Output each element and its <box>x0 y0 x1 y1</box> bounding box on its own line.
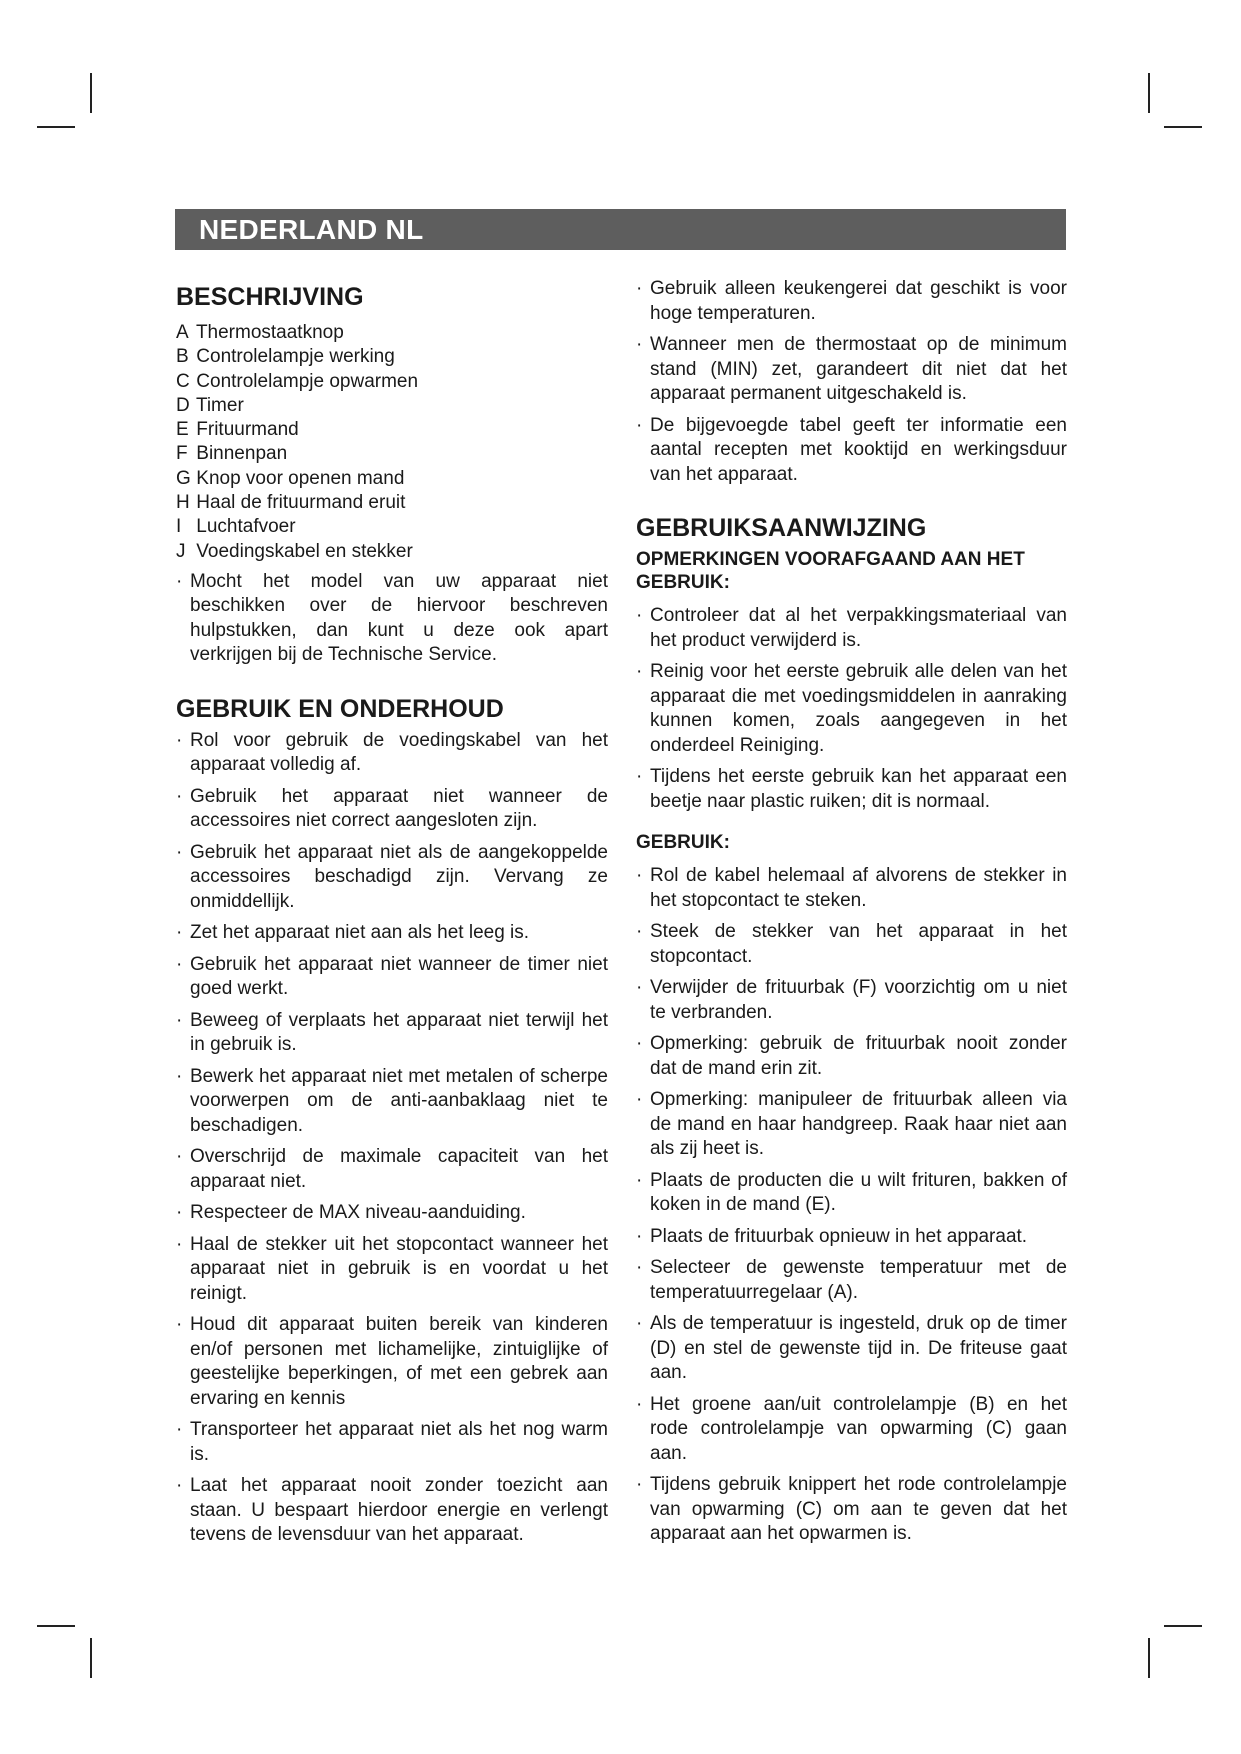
crop-mark-bottom-right-vertical <box>1148 1638 1150 1678</box>
list-item: · Opmerking: manipuleer de frituurbak alleen via de mand en haar handgreep. Raak haar niet aan als zij heet is. <box>636 1088 1067 1162</box>
language-banner <box>175 209 1066 250</box>
before-use-list <box>636 604 1067 814</box>
part-label: Timer <box>195 394 244 416</box>
list-item: · Gebruik alleen keukengerei dat geschikt is voor hoge temperaturen. <box>636 277 1067 326</box>
crop-mark-top-left-horizontal <box>37 126 75 128</box>
crop-mark-bottom-left-horizontal <box>37 1625 75 1627</box>
part-item <box>176 345 608 369</box>
crop-mark-bottom-right-horizontal <box>1164 1625 1202 1627</box>
part-label: Thermostaatknop <box>195 322 344 343</box>
list-item: · Beweeg of verplaats het apparaat niet terwijl het in gebruik is. <box>176 1009 608 1058</box>
list-item: · Steek de stekker van het apparaat in het stopcontact. <box>636 920 1067 969</box>
list-item: · Tijdens het eerste gebruik kan het apparaat een beetje naar plastic ruiken; dit is normaal. <box>636 765 1067 814</box>
list-item: · Respecteer de MAX niveau-aanduiding. <box>176 1201 608 1226</box>
list-item: · Verwijder de frituurbak (F) voorzichtig om u niet te verbranden. <box>636 976 1067 1025</box>
crop-mark-top-left-vertical <box>90 73 92 113</box>
part-item <box>176 540 608 564</box>
part-item <box>176 370 608 394</box>
part-item <box>176 515 608 539</box>
list-item: · Selecteer de gewenste temperatuur met de temperatuurregelaar (A). <box>636 1256 1067 1305</box>
part-label: Luchtafvoer <box>196 516 296 538</box>
part-item <box>176 467 608 491</box>
list-item: · De bijgevoegde tabel geeft ter informatie een aantal recepten met kooktijd en werkingsduur van het apparaat. <box>636 414 1067 488</box>
part-letter: B <box>176 346 189 368</box>
description-note: · Mocht het model van uw apparaat niet beschikken over de hiervoor beschreven hulpstukken, dan kunt u deze ook apart verkrijgen bij de Technische Service. <box>176 570 608 668</box>
list-item: · Plaats de frituurbak opnieuw in het apparaat. <box>636 1225 1067 1250</box>
use-list <box>636 864 1067 1547</box>
part-label: Controlelampje opwarmen <box>196 370 419 392</box>
list-item: · Bewerk het apparaat niet met metalen of scherpe voorwerpen om de anti-aanbaklaag niet te beschadigen. <box>176 1065 608 1139</box>
part-letter: G <box>176 467 191 489</box>
part-letter: H <box>176 492 190 514</box>
crop-mark-bottom-left-vertical <box>90 1638 92 1678</box>
banner-title: NEDERLAND NL <box>199 214 424 245</box>
crop-mark-top-right-vertical <box>1148 73 1150 113</box>
left-column <box>176 277 608 1555</box>
part-letter: J <box>176 540 186 562</box>
part-letter: C <box>176 370 190 392</box>
part-label: Frituurmand <box>196 419 299 441</box>
part-letter: E <box>176 419 189 441</box>
part-label: Binnenpan <box>196 443 288 465</box>
part-label: Haal de frituurmand eruit <box>196 492 406 514</box>
part-item <box>176 418 608 442</box>
use-maintenance-list <box>176 729 608 1548</box>
part-label: Knop voor openen mand <box>196 467 405 489</box>
description-note-list <box>176 570 608 668</box>
list-item: · Houd dit apparaat buiten bereik van kinderen en/of personen met lichamelijke, zintuiglijke of geestelijke beperkingen, of met een gebrek aan ervaring en kennis <box>176 1313 608 1411</box>
instructions-heading: GEBRUIKSAANWIJZING <box>636 514 927 542</box>
part-item <box>176 321 608 345</box>
list-item: · Plaats de producten die u wilt frituren, bakken of koken in de mand (E). <box>636 1169 1067 1218</box>
use-maintenance-continued-list <box>636 277 1067 487</box>
list-item: · Rol voor gebruik de voedingskabel van het apparaat volledig af. <box>176 729 608 778</box>
part-item <box>176 491 608 515</box>
list-item: · Als de temperatuur is ingesteld, druk op de timer (D) en stel de gewenste tijd in. De friteuse gaat aan. <box>636 1312 1067 1386</box>
list-item: · Gebruik het apparaat niet wanneer de timer niet goed werkt. <box>176 953 608 1002</box>
description-heading: BESCHRIJVING <box>176 283 364 311</box>
crop-mark-top-right-horizontal <box>1164 126 1202 128</box>
list-item: · Controleer dat al het verpakkingsmateriaal van het product verwijderd is. <box>636 604 1067 653</box>
part-letter: I <box>176 516 182 538</box>
part-letter: A <box>176 322 189 343</box>
part-letter: F <box>176 443 188 465</box>
list-item: · Overschrijd de maximale capaciteit van het apparaat niet. <box>176 1145 608 1194</box>
list-item: · Reinig voor het eerste gebruik alle delen van het apparaat die met voedingsmiddelen in aanraking kunnen komen, zoals aangegeven in het onderdeel Reiniging. <box>636 660 1067 758</box>
list-item: · Haal de stekker uit het stopcontact wanneer het apparaat niet in gebruik is en voordat u het reinigt. <box>176 1233 608 1307</box>
list-item: · Wanneer men de thermostaat op de minimum stand (MIN) zet, garandeert dit niet dat het apparaat permanent uitgeschakeld is. <box>636 333 1067 407</box>
right-column <box>636 277 1067 1554</box>
list-item: · Rol de kabel helemaal af alvorens de stekker in het stopcontact te steken. <box>636 864 1067 913</box>
part-label: Voedingskabel en stekker <box>196 540 413 562</box>
parts-list <box>176 321 608 564</box>
list-item: · Gebruik het apparaat niet wanneer de accessoires niet correct aangesloten zijn. <box>176 785 608 834</box>
list-item: · Laat het apparaat nooit zonder toezicht aan staan. U bespaart hierdoor energie en verlengt tevens de levensduur van het apparaat. <box>176 1474 608 1548</box>
before-use-heading: OPMERKINGEN VOORAFGAAND AAN HET GEBRUIK: <box>636 549 1025 593</box>
part-label: Controlelampje werking <box>196 346 395 368</box>
use-maintenance-heading: GEBRUIK EN ONDERHOUD <box>176 694 504 723</box>
part-letter: D <box>176 394 190 416</box>
part-item <box>176 442 608 466</box>
part-item <box>176 394 608 418</box>
list-item: · Opmerking: gebruik de frituurbak nooit zonder dat de mand erin zit. <box>636 1032 1067 1081</box>
list-item: · Het groene aan/uit controlelampje (B) en het rode controlelampje van opwarming (C) gaan aan. <box>636 1393 1067 1467</box>
list-item: · Tijdens gebruik knippert het rode controlelampje van opwarming (C) om aan te geven dat het apparaat aan het opwarmen is. <box>636 1473 1067 1547</box>
list-item: · Gebruik het apparaat niet als de aangekoppelde accessoires beschadigd zijn. Vervang ze onmiddellijk. <box>176 841 608 915</box>
list-item: · Zet het apparaat niet aan als het leeg is. <box>176 921 608 946</box>
use-heading: GEBRUIK: <box>636 832 730 853</box>
list-item: · Transporteer het apparaat niet als het nog warm is. <box>176 1418 608 1467</box>
